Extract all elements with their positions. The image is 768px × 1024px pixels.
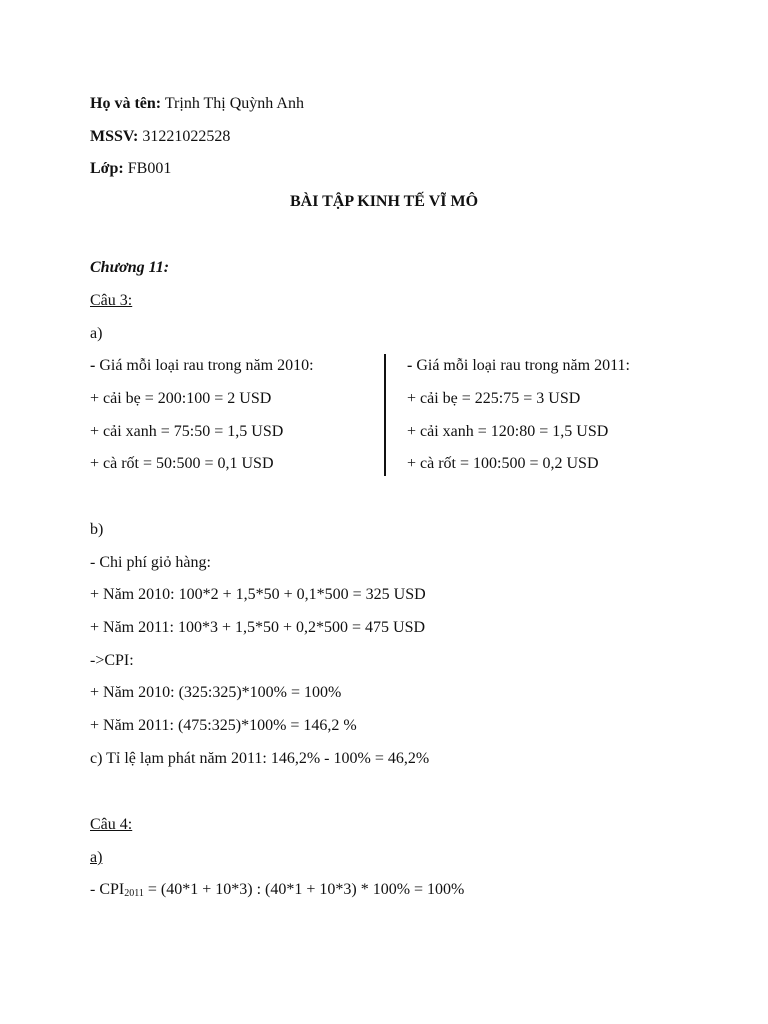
cpi-year-subscript: 2011 <box>124 888 144 899</box>
document-title: BÀI TẬP KINH TẾ VĨ MÔ <box>289 193 479 210</box>
part-b-line: + Năm 2010: 100*2 + 1,5*50 + 0,1*500 = 325 USD <box>90 586 426 603</box>
prices-2011-dash: - <box>407 357 413 374</box>
name-value: Trịnh Thị Quỳnh Anh <box>164 95 304 112</box>
price-2010-item: + cải xanh = 75:50 = 1,5 USD <box>90 423 284 440</box>
price-2010-item: + cà rốt = 50:500 = 0,1 USD <box>90 455 274 472</box>
part-b-line: + Năm 2011: 100*3 + 1,5*50 + 0,2*500 = 475 USD <box>90 619 426 636</box>
question-4-part-a: a) <box>90 849 103 866</box>
class-value: FB001 <box>127 160 172 177</box>
price-2011-item: + cà rốt = 100:500 = 0,2 USD <box>407 455 599 472</box>
price-2011-item: + cải xanh = 120:80 = 1,5 USD <box>407 423 609 440</box>
part-b-line: + Năm 2011: (475:325)*100% = 146,2 % <box>90 717 357 734</box>
cpi-formula-line <box>90 880 464 900</box>
chapter-heading: Chương 11: <box>90 259 170 276</box>
price-2010-item: + cải bẹ = 200:100 = 2 USD <box>90 390 272 407</box>
part-b-line: + Năm 2010: (325:325)*100% = 100% <box>90 684 342 701</box>
class-label: Lớp: <box>90 160 124 177</box>
prices-2010-heading <box>90 356 314 376</box>
student-id-value: 31221022528 <box>142 128 231 145</box>
student-id-label: MSSV: <box>90 128 139 145</box>
student-name-line <box>90 94 304 114</box>
cpi-prefix: - CPI <box>90 881 125 898</box>
question-4-label: Câu 4: <box>90 816 133 833</box>
part-c-line: c) Tỉ lệ lạm phát năm 2011: 146,2% - 100% = 46,2% <box>90 750 430 767</box>
part-b-line: ->CPI: <box>90 652 134 669</box>
prices-2010-heading-text: Giá mỗi loại rau trong năm 2010: <box>95 357 314 374</box>
prices-2010-dash: - <box>90 357 96 374</box>
class-line <box>90 159 171 179</box>
student-id-line <box>90 127 230 147</box>
column-divider <box>384 354 386 476</box>
price-2011-item: + cải bẹ = 225:75 = 3 USD <box>407 390 581 407</box>
question-3-label: Câu 3: <box>90 292 133 309</box>
cpi-formula: = (40*1 + 10*3) : (40*1 + 10*3) * 100% = 100% <box>143 881 465 898</box>
question-3-part-b: b) <box>90 521 104 538</box>
name-label: Họ và tên: <box>90 95 162 112</box>
prices-2011-heading <box>407 356 630 376</box>
part-b-line: - Chi phí giỏ hàng: <box>90 554 211 571</box>
prices-2011-heading-text: Giá mỗi loại rau trong năm 2011: <box>412 357 630 374</box>
question-3-part-a: a) <box>90 325 103 342</box>
